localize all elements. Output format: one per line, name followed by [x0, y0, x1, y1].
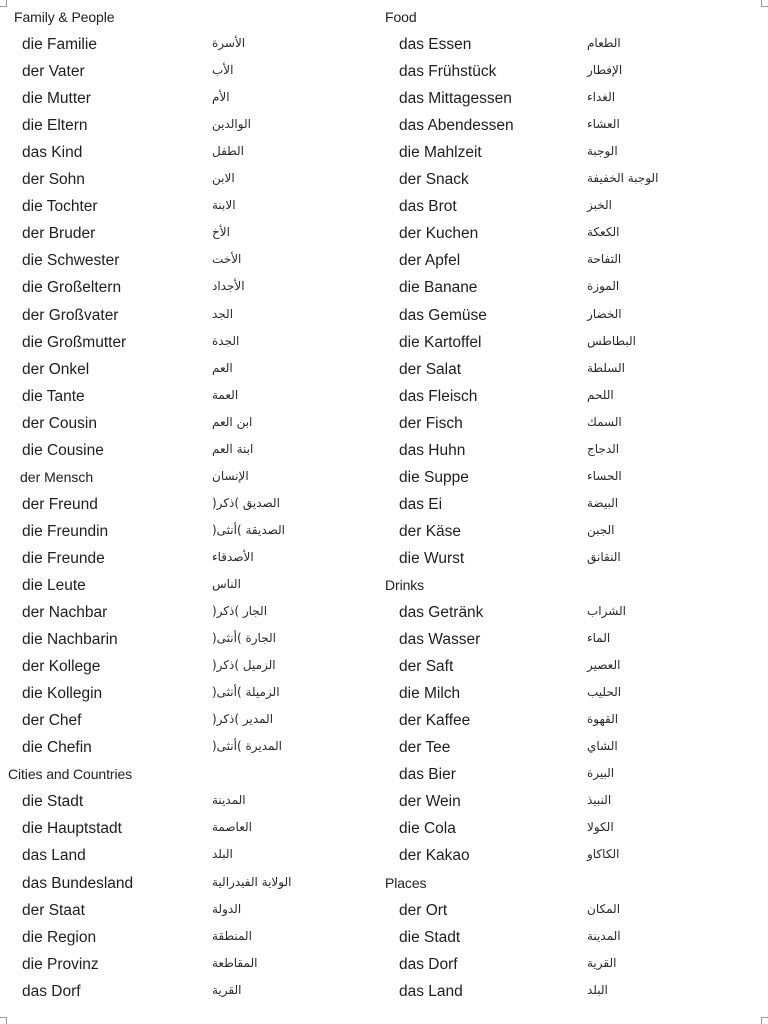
arabic-translation: الأم — [212, 90, 230, 105]
german-word: das Kind — [22, 144, 83, 162]
german-word: die Milch — [399, 685, 461, 703]
german-word: das Bier — [399, 766, 456, 784]
vocab-entry — [377, 274, 747, 301]
arabic-translation: الحليب — [587, 685, 622, 700]
vocab-entry — [377, 31, 747, 58]
vocab-entry — [377, 707, 747, 734]
german-word: die Banane — [399, 279, 478, 297]
german-word: die Großeltern — [22, 279, 122, 297]
german-word: die Provinz — [22, 955, 99, 973]
vocab-entry — [377, 383, 747, 410]
arabic-translation: الأجداد — [212, 279, 245, 294]
arabic-translation: البيضة — [587, 495, 619, 510]
arabic-translation: النقانق — [587, 549, 621, 564]
arabic-translation: الزميلة )أنثى( — [212, 685, 280, 700]
arabic-translation: الدجاج — [587, 441, 620, 456]
vocab-entry — [377, 951, 747, 978]
vocab-entry — [0, 897, 370, 924]
german-word: das Bundesland — [22, 874, 134, 892]
arabic-translation: المنطقة — [212, 928, 252, 943]
vocab-entry — [377, 626, 747, 653]
arabic-translation: ابنة العم — [212, 441, 254, 456]
arabic-translation: العمة — [212, 387, 239, 402]
german-word: die Tante — [22, 387, 85, 405]
german-word: die Eltern — [22, 117, 88, 135]
german-word: der Tee — [399, 739, 451, 757]
vocab-entry — [0, 193, 370, 220]
german-word: der Sohn — [22, 171, 85, 189]
vocab-entry — [377, 247, 747, 274]
vocab-entry — [0, 842, 370, 869]
german-word: der Kakao — [399, 847, 470, 865]
german-word: der Mensch — [20, 468, 94, 485]
vocab-entry — [377, 220, 747, 247]
german-word: der Saft — [399, 658, 454, 676]
arabic-translation: البلد — [587, 982, 608, 997]
arabic-translation: الأب — [212, 63, 234, 78]
german-word: der Salat — [399, 360, 462, 378]
arabic-translation: الابن — [212, 171, 235, 186]
german-word: das Brot — [399, 198, 457, 216]
arabic-translation: الماء — [587, 631, 611, 646]
arabic-translation: الخبز — [587, 198, 612, 213]
vocab-entry — [0, 572, 370, 599]
vocab-entry — [0, 139, 370, 166]
german-word: der Nachbar — [22, 604, 108, 622]
vocab-entry — [377, 518, 747, 545]
arabic-translation: الكعكة — [587, 225, 620, 240]
german-word: das Land — [22, 847, 86, 865]
arabic-translation: الصديقة )أنثى( — [212, 522, 286, 537]
german-word: die Tochter — [22, 198, 98, 216]
vocab-entry — [0, 274, 370, 301]
arabic-translation: الوجبة الخفيفة — [587, 171, 659, 186]
arabic-translation: الأصدقاء — [212, 549, 254, 564]
german-word: der Käse — [399, 522, 462, 540]
vocab-entry — [377, 491, 747, 518]
german-word: der Chef — [22, 712, 82, 730]
vocab-entry — [0, 734, 370, 761]
german-word: das Frühstück — [399, 63, 497, 81]
arabic-translation: الغداء — [587, 90, 616, 105]
vocab-entry — [377, 653, 747, 680]
german-word: der Onkel — [22, 360, 90, 378]
arabic-translation: الموزة — [587, 279, 620, 294]
arabic-translation: الأسرة — [212, 36, 246, 51]
arabic-translation: المدينة — [587, 928, 621, 943]
german-word: die Mahlzeit — [399, 144, 482, 162]
german-word: der Apfel — [399, 252, 461, 270]
german-word: die Familie — [22, 36, 97, 54]
vocab-entry — [0, 518, 370, 545]
right-column — [377, 4, 747, 1005]
vocab-entry — [377, 464, 747, 491]
vocab-entry — [377, 112, 747, 139]
vocab-entry — [0, 545, 370, 572]
arabic-translation: البلد — [212, 847, 233, 862]
arabic-translation: القرية — [587, 955, 617, 970]
vocab-entry — [0, 599, 370, 626]
arabic-translation: الجارة )أنثى( — [212, 631, 276, 646]
german-word: die Mutter — [22, 90, 91, 108]
german-word: die Chefin — [22, 739, 92, 757]
vocab-entry — [0, 464, 370, 491]
arabic-translation: الصديق )ذكر( — [212, 495, 280, 510]
german-word: der Vater — [22, 63, 85, 81]
vocab-entry — [0, 788, 370, 815]
german-word: die Kollegin — [22, 685, 103, 703]
german-word: das Fleisch — [399, 387, 478, 405]
section-heading: Family & People — [14, 9, 115, 25]
arabic-translation: المقاطعة — [212, 955, 258, 970]
vocab-entry — [0, 815, 370, 842]
arabic-translation: الشراب — [587, 604, 626, 619]
vocab-entry — [377, 545, 747, 572]
german-word: das Wasser — [399, 631, 481, 649]
vocab-entry — [0, 302, 370, 329]
vocab-entry — [377, 437, 747, 464]
page-corner-mark — [0, 1017, 7, 1024]
vocab-entry — [377, 815, 747, 842]
vocab-entry — [0, 383, 370, 410]
german-word: die Nachbarin — [22, 631, 118, 649]
vocab-entry — [377, 166, 747, 193]
german-word: der Fisch — [399, 414, 463, 432]
arabic-translation: الإنسان — [212, 468, 249, 483]
arabic-translation: الأخ — [212, 225, 230, 240]
vocab-entry — [0, 31, 370, 58]
german-word: das Essen — [399, 36, 472, 54]
vocab-entry — [377, 356, 747, 383]
german-word: die Freundin — [22, 522, 109, 540]
vocab-entry — [0, 85, 370, 112]
german-word: die Großmutter — [22, 333, 127, 351]
vocab-entry — [377, 599, 747, 626]
vocab-entry — [0, 166, 370, 193]
arabic-translation: النبيذ — [587, 793, 612, 808]
arabic-translation: البطاطس — [587, 333, 636, 348]
arabic-translation: الإفطار — [587, 63, 623, 78]
vocab-entry — [0, 707, 370, 734]
vocab-entry — [0, 978, 370, 1005]
vocab-entry — [0, 680, 370, 707]
arabic-translation: العم — [212, 360, 233, 375]
german-word: der Großvater — [22, 306, 119, 324]
vocab-entry — [377, 897, 747, 924]
arabic-translation: المدير )ذكر( — [212, 712, 274, 727]
arabic-translation: الابنة — [212, 198, 236, 213]
arabic-translation: الأخت — [212, 252, 242, 267]
german-word: die Region — [22, 928, 97, 946]
german-word: der Freund — [22, 495, 98, 513]
german-word: das Ei — [399, 495, 443, 513]
vocab-entry — [377, 978, 747, 1005]
arabic-translation: الحساء — [587, 468, 622, 483]
arabic-translation: الشاي — [587, 739, 618, 754]
german-word: das Dorf — [399, 955, 458, 973]
vocab-entry — [0, 437, 370, 464]
arabic-translation: العصير — [587, 658, 621, 673]
vocab-entry — [377, 58, 747, 85]
section-heading: Food — [385, 9, 417, 25]
arabic-translation: الكولا — [587, 820, 614, 835]
vocab-entry — [0, 356, 370, 383]
page-corner-mark — [761, 1017, 768, 1024]
german-word: das Getränk — [399, 604, 484, 622]
vocab-entry — [0, 220, 370, 247]
arabic-translation: البيرة — [587, 766, 615, 781]
german-word: der Wein — [399, 793, 461, 811]
arabic-translation: الجد — [212, 306, 234, 321]
german-word: das Dorf — [22, 982, 81, 1000]
german-word: die Leute — [22, 576, 86, 594]
german-word: das Huhn — [399, 441, 466, 459]
german-word: die Stadt — [22, 793, 84, 811]
vocab-entry — [0, 410, 370, 437]
arabic-translation: المكان — [587, 901, 621, 916]
arabic-translation: السمك — [587, 414, 622, 429]
vocab-entry — [0, 58, 370, 85]
arabic-translation: القهوة — [587, 712, 619, 727]
arabic-translation: المدينة — [212, 793, 246, 808]
vocab-entry — [377, 139, 747, 166]
vocab-entry — [377, 680, 747, 707]
vocab-entry — [377, 734, 747, 761]
german-word: der Kuchen — [399, 225, 479, 243]
arabic-translation: السلطة — [587, 360, 625, 375]
vocab-entry — [0, 112, 370, 139]
arabic-translation: العشاء — [587, 117, 620, 132]
german-word: das Mittagessen — [399, 90, 512, 108]
german-word: die Cousine — [22, 441, 104, 459]
german-word: der Ort — [399, 901, 448, 919]
arabic-translation: الكاكاو — [587, 847, 620, 862]
german-word: die Kartoffel — [399, 333, 482, 351]
arabic-translation: الدولة — [212, 901, 242, 916]
section-heading: Drinks — [385, 576, 425, 593]
arabic-translation: المديرة )أنثى( — [212, 739, 282, 754]
vocab-entry — [0, 329, 370, 356]
arabic-translation: الخضار — [587, 306, 622, 321]
arabic-translation: الجدة — [212, 333, 240, 348]
arabic-translation: اللحم — [587, 387, 614, 402]
german-word: die Cola — [399, 820, 456, 838]
left-column — [0, 4, 370, 1005]
vocab-entry — [0, 870, 370, 897]
german-word: die Suppe — [399, 468, 469, 486]
vocab-entry — [377, 761, 747, 788]
arabic-translation: الناس — [212, 576, 241, 591]
vocab-entry — [0, 247, 370, 274]
german-word: der Staat — [22, 901, 85, 919]
vocab-entry — [0, 924, 370, 951]
german-word: die Schwester — [22, 252, 120, 270]
section-heading: Places — [385, 874, 427, 891]
vocab-entry — [377, 85, 747, 112]
arabic-translation: التفاحة — [587, 252, 622, 267]
vocab-entry — [377, 924, 747, 951]
vocab-entry — [377, 329, 747, 356]
arabic-translation: الوالدين — [212, 117, 251, 132]
arabic-translation: العاصمة — [212, 820, 252, 835]
german-word: der Bruder — [22, 225, 96, 243]
german-word: der Kollege — [22, 658, 101, 676]
page-corner-mark — [761, 0, 768, 7]
arabic-translation: الوجبة — [587, 144, 618, 159]
german-word: die Stadt — [399, 928, 461, 946]
vocab-entry — [0, 491, 370, 518]
arabic-translation: القرية — [212, 982, 242, 997]
german-word: der Kaffee — [399, 712, 471, 730]
arabic-translation: الزميل )ذكر( — [212, 658, 276, 673]
german-word: die Hauptstadt — [22, 820, 122, 838]
arabic-translation: الجار )ذكر( — [212, 604, 268, 619]
vocab-entry — [377, 410, 747, 437]
german-word: das Gemüse — [399, 306, 487, 324]
arabic-translation: الطفل — [212, 144, 244, 159]
vocab-entry — [0, 951, 370, 978]
german-word: das Land — [399, 982, 463, 1000]
vocab-entry — [377, 788, 747, 815]
vocab-entry — [0, 626, 370, 653]
arabic-translation: ابن العم — [212, 414, 253, 429]
vocab-entry — [377, 193, 747, 220]
german-word: das Abendessen — [399, 117, 514, 135]
german-word: der Cousin — [22, 414, 97, 432]
vocab-entry — [377, 302, 747, 329]
vocab-entry — [0, 653, 370, 680]
arabic-translation: الولاية الفيدرالية — [212, 874, 292, 889]
german-word: die Wurst — [399, 549, 465, 567]
german-word: der Snack — [399, 171, 469, 189]
vocab-entry — [377, 842, 747, 869]
arabic-translation: الطعام — [587, 36, 621, 51]
arabic-translation: الجبن — [587, 522, 615, 537]
section-heading: Cities and Countries — [8, 766, 133, 783]
german-word: die Freunde — [22, 549, 105, 567]
